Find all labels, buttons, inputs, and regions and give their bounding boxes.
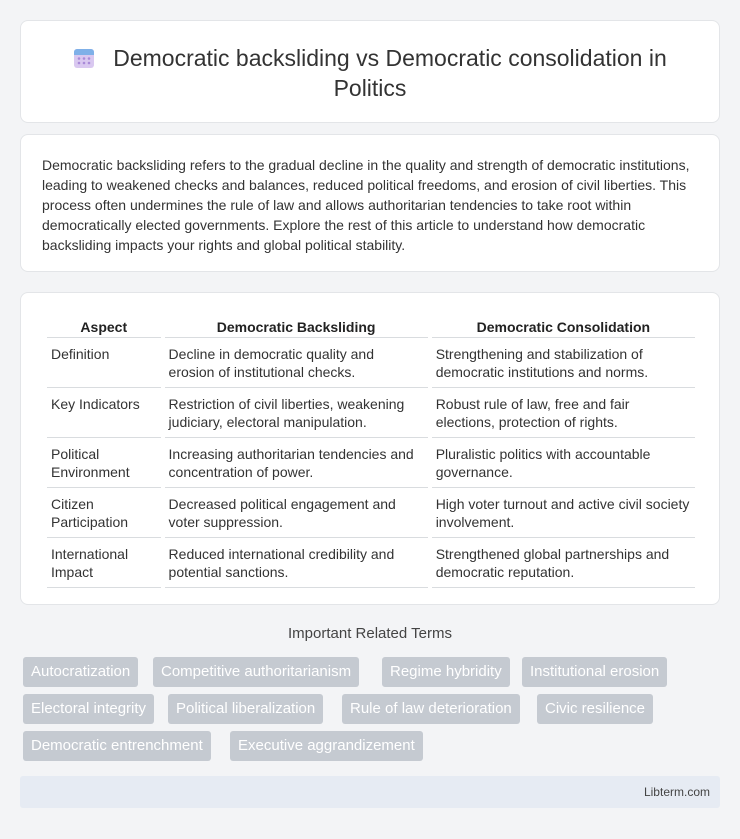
calendar-icon — [73, 47, 95, 69]
header-backsliding: Democratic Backsliding — [165, 317, 428, 338]
row-consolidation: Pluralistic politics with accountable governance. — [432, 438, 695, 488]
row-aspect: Key Indicators — [47, 388, 161, 438]
table-row — [47, 438, 695, 488]
comparison-table — [43, 317, 699, 588]
header-card — [20, 20, 720, 123]
row-consolidation: High voter turnout and active civil society involvement. — [432, 488, 695, 538]
row-backsliding: Decreased political engagement and voter suppression. — [165, 488, 428, 538]
row-backsliding: Increasing authoritarian tendencies and concentration of power. — [165, 438, 428, 488]
page-title-row — [41, 43, 699, 103]
row-backsliding: Decline in democratic quality and erosion of institutional checks. — [165, 338, 428, 388]
header-aspect: Aspect — [47, 317, 161, 338]
row-aspect: Definition — [47, 338, 161, 388]
intro-card — [20, 134, 720, 272]
row-aspect: Citizen Participation — [47, 488, 161, 538]
row-aspect: International Impact — [47, 538, 161, 588]
related-terms-title: Important Related Terms — [288, 625, 452, 642]
header-consolidation: Democratic Consolidation — [432, 317, 695, 338]
row-consolidation: Strengthening and stabilization of democratic institutions and norms. — [432, 338, 695, 388]
tag-regime-hybridity[interactable]: Regime hybridity — [382, 657, 510, 687]
tag-autocratization[interactable]: Autocratization — [23, 657, 138, 687]
table-header-row — [47, 317, 695, 338]
table-row — [47, 538, 695, 588]
tag-competitive-authoritarianism[interactable]: Competitive authoritarianism — [153, 657, 359, 687]
table-row — [47, 338, 695, 388]
tag-electoral-integrity[interactable]: Electoral integrity — [23, 694, 154, 724]
footer — [20, 776, 720, 808]
tag-democratic-entrenchment[interactable]: Democratic entrenchment — [23, 731, 211, 761]
tag-political-liberalization[interactable]: Political liberalization — [168, 694, 323, 724]
row-aspect: Political Environment — [47, 438, 161, 488]
row-consolidation: Strengthened global partnerships and democratic reputation. — [432, 538, 695, 588]
table-row — [47, 488, 695, 538]
table-row — [47, 388, 695, 438]
row-backsliding: Restriction of civil liberties, weakening judiciary, electoral manipulation. — [165, 388, 428, 438]
row-backsliding: Reduced international credibility and potential sanctions. — [165, 538, 428, 588]
tag-executive-aggrandizement[interactable]: Executive aggrandizement — [230, 731, 423, 761]
footer-site-link[interactable]: Libterm.com — [643, 785, 710, 799]
tag-rule-of-law-deterioration[interactable]: Rule of law deterioration — [342, 694, 520, 724]
row-consolidation: Robust rule of law, free and fair elections, protection of rights. — [432, 388, 695, 438]
tag-civic-resilience[interactable]: Civic resilience — [537, 694, 653, 724]
tag-institutional-erosion[interactable]: Institutional erosion — [522, 657, 667, 687]
page-title: Democratic backsliding vs Democratic consolidation in Politics — [113, 45, 667, 101]
intro-text: Democratic backsliding refers to the gradual decline in the quality and strength of democratic institutions, leading to weakened checks and balances, reduced political freedoms, and erosion of civil liberties. This process often undermines the rule of law and allows authoritarian tendencies to take root within democratically elected governments. Explore the rest of this article to understand how democratic backsliding impacts your rights and global political stability. — [42, 157, 690, 253]
comparison-table-card — [20, 292, 720, 605]
